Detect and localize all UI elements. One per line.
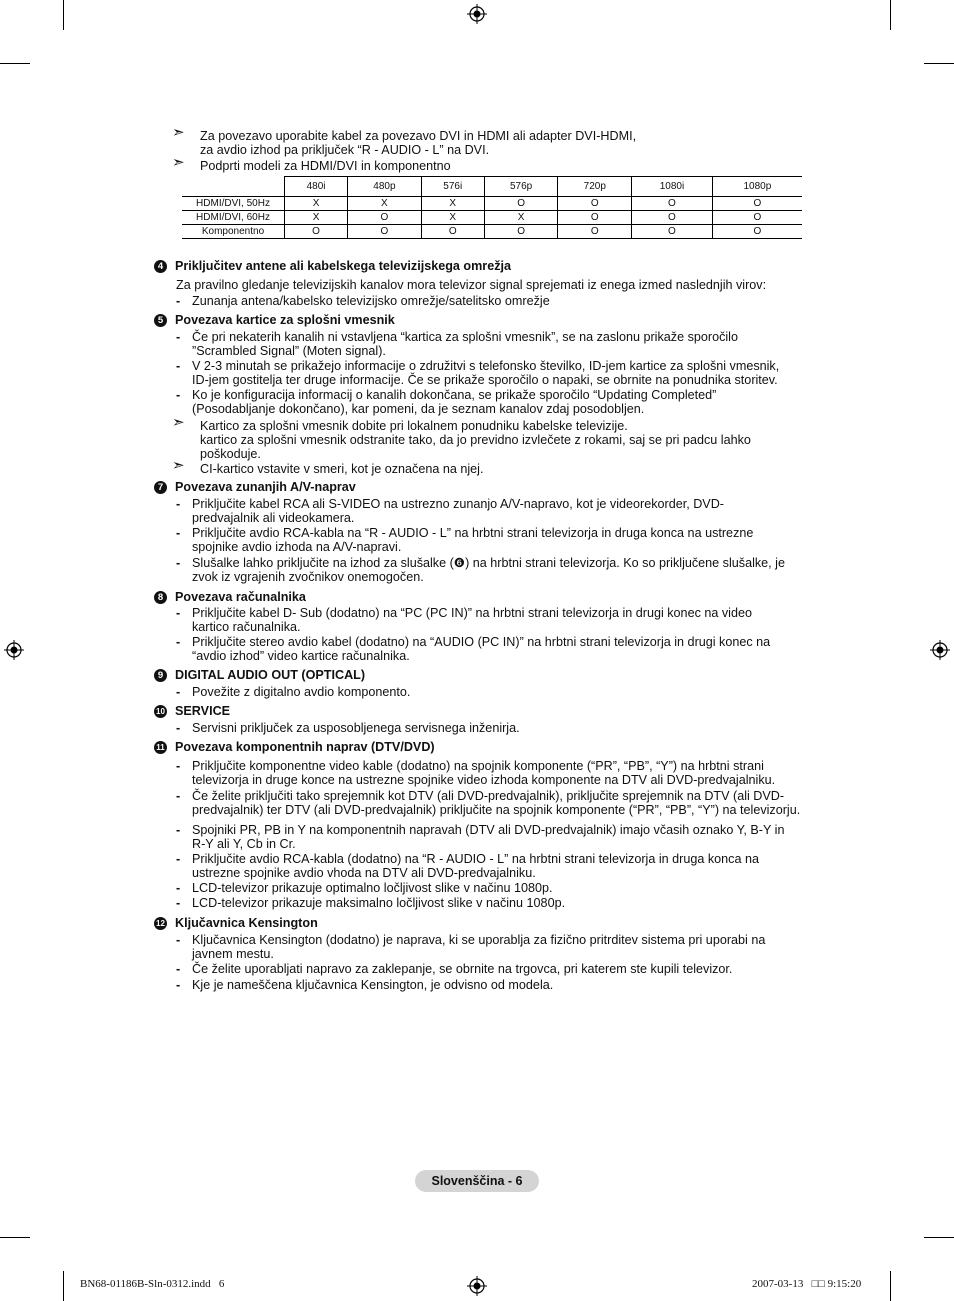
- list-item: [176, 933, 765, 961]
- row-label: Komponentno: [182, 225, 285, 239]
- note: [172, 154, 451, 173]
- section-number-badge: 4: [154, 260, 167, 273]
- section-title: Povezava zunanjih A/V-naprav: [175, 480, 356, 494]
- table-row: [182, 211, 802, 225]
- list-item: [176, 526, 753, 554]
- list-item-text: Priključite komponentne video kable (dodatno) na spojnik komponente (“PR”, “PB”, “Y”) na hrbtni strani televizorja in druge konce na ustrezne spojnike video izhoda komponente na DTV ali DVD-predvajalniku.: [192, 759, 776, 787]
- table-cell: O: [558, 197, 632, 211]
- list-item: [176, 896, 565, 910]
- dash-bullet-icon: -: [176, 933, 181, 947]
- column-header: 720p: [558, 177, 632, 197]
- list-item-text: Ključavnica Kensington (dodatno) je naprava, ki se uporablja za fizično pritrditev sistema pri uporabi na javnem mestu.: [192, 933, 766, 961]
- crop-mark: [0, 1237, 30, 1238]
- list-item-text: Spojniki PR, PB in Y na komponentnih napravah (DTV ali DVD-predvajalnik) imajo včasih oznako Y, B-Y in R-Y ali Y, Cb in Cr.: [192, 823, 785, 851]
- dash-bullet-icon: -: [176, 497, 181, 511]
- list-item-text: LCD-televizor prikazuje optimalno ločljivost slike v načinu 1080p.: [192, 881, 553, 895]
- registration-mark-icon: [4, 640, 24, 660]
- dash-bullet-icon: -: [176, 330, 181, 344]
- dash-bullet-icon: -: [176, 685, 181, 699]
- column-header: 576i: [421, 177, 484, 197]
- row-label: HDMI/DVI, 50Hz: [182, 197, 285, 211]
- list-item: [176, 606, 752, 634]
- row-label: HDMI/DVI, 60Hz: [182, 211, 285, 225]
- table-corner: [182, 177, 285, 197]
- list-item-text: Če pri nekaterih kanalih ni vstavljena “kartica za splošni vmesnik”, se na zaslonu prikaže sporočilo ”Scrambled Signal” (Moten signal).: [192, 330, 738, 358]
- section-title: Povezava računalnika: [175, 590, 306, 604]
- table-row: [182, 225, 802, 239]
- list-item: [176, 685, 410, 699]
- list-item: [176, 294, 550, 308]
- list-item: [176, 978, 553, 992]
- list-item-text: Priključite kabel RCA ali S-VIDEO na ustrezno zunanjo A/V-napravo, kot je videorekorder, DVD- predvajalnik ali videokamera.: [192, 497, 724, 525]
- arrow-note-icon: ➣: [172, 414, 185, 431]
- list-item: [176, 881, 553, 895]
- date-slug: 2007-03-13 □□ 9:15:20: [752, 1278, 862, 1290]
- list-item: [176, 635, 770, 663]
- section-title: Ključavnica Kensington: [175, 916, 318, 930]
- section-title: Povezava komponentnih naprav (DTV/DVD): [175, 740, 435, 754]
- column-header: 1080p: [712, 177, 802, 197]
- dash-bullet-icon: -: [176, 388, 181, 402]
- section-title: DIGITAL AUDIO OUT (OPTICAL): [175, 668, 366, 682]
- table-cell: O: [348, 225, 422, 239]
- column-header: 576p: [484, 177, 558, 197]
- dash-bullet-icon: -: [176, 759, 181, 773]
- list-item-text: Če želite priključiti tako sprejemnik kot DTV (ali DVD-predvajalnik), priključite sprejemnik na DTV (ali DVD- predvajalnik) ter DTV (ali DVD-predvajalnik) priključite na spojnik komponente (“PR”, “PB”, “Y”) na televizorju.: [192, 789, 801, 817]
- table-cell: O: [632, 211, 713, 225]
- table-row: [182, 197, 802, 211]
- list-item-text: Če želite uporabljati napravo za zaklepanje, se obrnite na trgovca, pri katerem ste kupili televizor.: [192, 962, 733, 976]
- crop-mark: [63, 0, 64, 30]
- section-title: Povezava kartice za splošni vmesnik: [175, 313, 395, 327]
- list-item: [176, 330, 738, 358]
- arrow-note-icon: ➣: [172, 457, 185, 474]
- dash-bullet-icon: -: [176, 852, 181, 866]
- column-header: 1080i: [632, 177, 713, 197]
- crop-mark: [890, 1271, 891, 1301]
- section-number-badge: 11: [154, 741, 167, 754]
- list-item-text: Priključite kabel D- Sub (dodatno) na “PC (PC IN)” na hrbtni strani televizorja in drugi konec na video kartico računalnika.: [192, 606, 752, 634]
- section-number-badge: 7: [154, 481, 167, 494]
- list-item-text: Priključite stereo avdio kabel (dodatno) na “AUDIO (PC IN)” na hrbtni strani televizorja in drugi konec na “avdio izhod” video kartice računalnika.: [192, 635, 771, 663]
- crop-mark: [924, 1237, 954, 1238]
- dash-bullet-icon: -: [176, 896, 181, 910]
- list-item-text: Ko je konfiguracija informacij o kanalih dokončana, se prikaže sporočilo “Updating Completed” (Posodabljanje dokončano), kar pomeni, da je seznam kanalov zdaj posodobljen.: [192, 388, 717, 416]
- section-number-badge: 10: [154, 705, 167, 718]
- table-cell: O: [421, 225, 484, 239]
- column-header: 480i: [285, 177, 348, 197]
- list-item-text: Kje je nameščena ključavnica Kensington, je odvisno od modela.: [192, 978, 554, 992]
- table-cell: O: [712, 197, 802, 211]
- registration-mark-icon: [467, 1276, 487, 1296]
- list-item: [176, 962, 732, 976]
- table-cell: O: [558, 211, 632, 225]
- dash-bullet-icon: -: [176, 635, 181, 649]
- dash-bullet-icon: -: [176, 294, 181, 308]
- list-item: [176, 359, 779, 387]
- table-cell: O: [348, 211, 422, 225]
- dash-bullet-icon: -: [176, 962, 181, 976]
- dash-bullet-icon: -: [176, 978, 181, 992]
- list-item-text: V 2-3 minutah se prikažejo informacije o združitvi s telefonsko številko, ID-jem kartice za splošni vmesnik, ID-jem gostitelja ter druge informacije. Če se prikaže sporočilo o napaki, se obrnite na ponudnika storitev.: [192, 359, 780, 387]
- crop-mark: [0, 63, 30, 64]
- table-cell: X: [484, 211, 558, 225]
- list-item: [176, 388, 716, 416]
- dash-bullet-icon: -: [176, 789, 181, 803]
- dash-bullet-icon: -: [176, 526, 181, 540]
- list-item-text: Povežite z digitalno avdio komponento.: [192, 685, 411, 699]
- section-number-badge: 9: [154, 669, 167, 682]
- dash-bullet-icon: -: [176, 359, 181, 373]
- table-cell: O: [484, 225, 558, 239]
- table-cell: O: [712, 225, 802, 239]
- note-text: Za povezavo uporabite kabel za povezavo DVI in HDMI ali adapter DVI-HDMI, za avdio izhod pa priključek “R - AUDIO - L” na DVI.: [200, 129, 637, 157]
- dash-bullet-icon: -: [176, 721, 181, 735]
- list-item: [176, 759, 775, 787]
- crop-mark: [890, 0, 891, 30]
- note: [172, 124, 637, 157]
- crop-mark: [63, 1271, 64, 1301]
- table-cell: O: [558, 225, 632, 239]
- list-item: [176, 852, 759, 880]
- list-item-text: Zunanja antena/kabelsko televizijsko omrežje/satelitsko omrežje: [192, 294, 550, 308]
- table-cell: X: [285, 211, 348, 225]
- note-text: CI-kartico vstavite v smeri, kot je označena na njej.: [200, 462, 484, 476]
- page-number-label: Slovenščina - 6: [415, 1170, 539, 1192]
- column-header: 480p: [348, 177, 422, 197]
- arrow-note-icon: ➣: [172, 154, 185, 171]
- note: [172, 457, 484, 476]
- list-item: [176, 721, 520, 735]
- table-cell: O: [632, 197, 713, 211]
- list-item: [176, 823, 784, 851]
- table-cell: X: [421, 197, 484, 211]
- dash-bullet-icon: -: [176, 556, 181, 570]
- section-number-badge: 5: [154, 314, 167, 327]
- table-cell: X: [421, 211, 484, 225]
- table-cell: X: [285, 197, 348, 211]
- list-item-text: LCD-televizor prikazuje maksimalno ločljivost slike v načinu 1080p.: [192, 896, 566, 910]
- list-item-text: Priključite avdio RCA-kabla (dodatno) na “R - AUDIO - L” na hrbtni strani televizorja in druga konca na ustrezne spojnike avdio vhoda na DTV ali DVD-predvajalniku.: [192, 852, 759, 880]
- dash-bullet-icon: -: [176, 881, 181, 895]
- table-cell: O: [484, 197, 558, 211]
- list-item-text: Priključite avdio RCA-kabla na “R - AUDIO - L” na hrbtni strani televizorja in druga konca na ustrezne spojnike avdio izhoda na A/V-napravi.: [192, 526, 754, 554]
- table-header-row: [182, 177, 802, 197]
- list-item: [176, 497, 724, 525]
- crop-mark: [924, 63, 954, 64]
- note-text: Kartico za splošni vmesnik dobite pri lokalnem ponudniku kabelske televizije. kartico za splošni vmesnik odstranite tako, da jo previdno izvlečete z rokami, saj se pri padcu lahko poškoduje.: [200, 419, 751, 461]
- list-item: [176, 789, 800, 817]
- compatibility-table: [182, 176, 802, 239]
- note-text: Podprti modeli za HDMI/DVI in komponentno: [200, 159, 451, 173]
- section-number-badge: 8: [154, 591, 167, 604]
- arrow-note-icon: ➣: [172, 124, 185, 141]
- section-intro: Za pravilno gledanje televizijskih kanalov mora televizor signal sprejemati iz enega izmed naslednjih virov:: [176, 278, 767, 292]
- table-cell: O: [712, 211, 802, 225]
- list-item-text: Slušalke lahko priključite na izhod za slušalke (❻) na hrbtni strani televizorja. Ko so priključene slušalke, je zvok iz vgrajenih zvočnikov onemogočen.: [192, 556, 785, 584]
- table-cell: O: [632, 225, 713, 239]
- list-item-text: Servisni priključek za usposobljenega servisnega inženirja.: [192, 721, 520, 735]
- file-slug: BN68-01186B-Sln-0312.indd 6: [80, 1278, 225, 1290]
- registration-mark-icon: [930, 640, 950, 660]
- section-number-badge: 12: [154, 917, 167, 930]
- registration-mark-icon: [467, 4, 487, 24]
- section-title: Priključitev antene ali kabelskega televizijskega omrežja: [175, 259, 512, 273]
- dash-bullet-icon: -: [176, 606, 181, 620]
- list-item: [176, 556, 785, 584]
- note: [172, 414, 751, 461]
- dash-bullet-icon: -: [176, 823, 181, 837]
- table-cell: X: [348, 197, 422, 211]
- section-title: SERVICE: [175, 704, 231, 718]
- table-cell: O: [285, 225, 348, 239]
